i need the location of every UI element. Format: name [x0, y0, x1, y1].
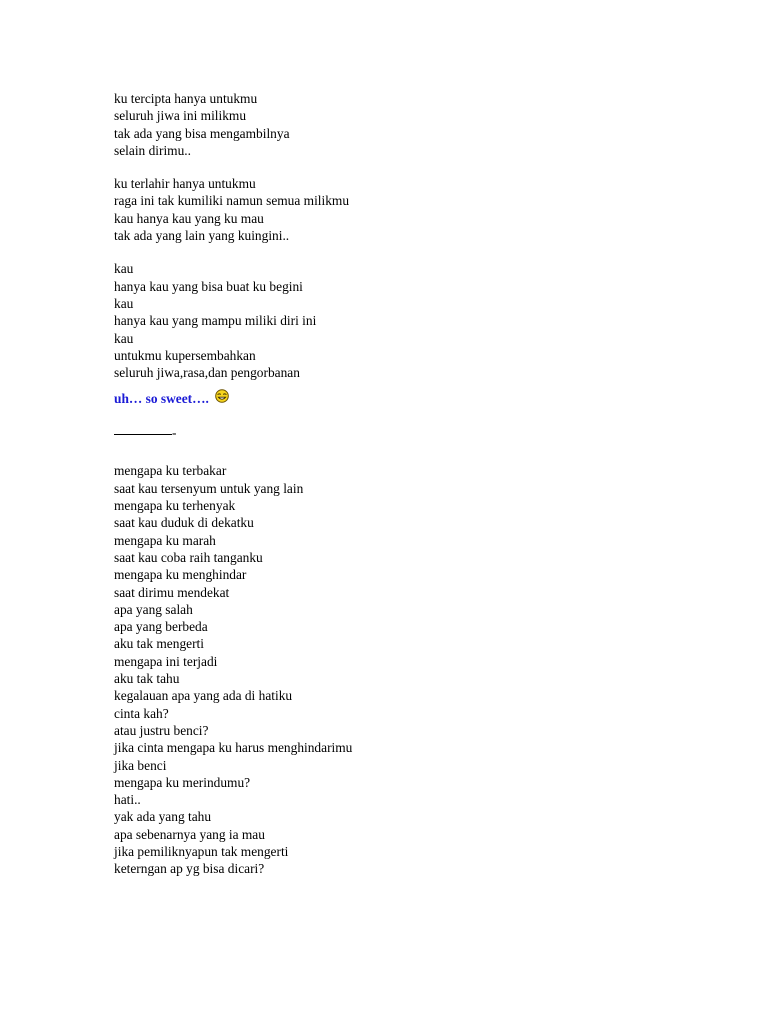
stanza-gap [114, 381, 714, 390]
poem-line: seluruh jiwa,rasa,dan pengorbanan [114, 365, 300, 381]
poem-line: apa yang salah [114, 601, 193, 617]
divider-dash: - [172, 425, 177, 441]
poem-line: mengapa ku marah [114, 532, 216, 548]
poem-line: jika pemiliknyapun tak mengerti [114, 843, 289, 859]
poem-line: aku tak tahu [114, 671, 180, 687]
poem-line: apa sebenarnya yang ia mau [114, 826, 265, 842]
poem-line: tak ada yang bisa mengambilnya [114, 125, 290, 141]
poem-line: kau hanya kau yang ku mau [114, 210, 264, 226]
poem-document [114, 90, 714, 878]
exclamation-line [114, 390, 714, 408]
poem-line: yak ada yang tahu [114, 809, 212, 825]
poem-line: kau [114, 330, 134, 346]
poem-line: ku tercipta hanya untukmu [114, 91, 258, 106]
stanza-gap [114, 159, 714, 175]
section-divider [114, 424, 714, 442]
poem-line: apa yang berbeda [114, 619, 208, 635]
poem-line: cinta kah? [114, 705, 169, 721]
poem-line: mengapa ku menghindar [114, 567, 247, 583]
poem-line: selain dirimu.. [114, 142, 191, 158]
poem-line: raga ini tak kumiliki namun semua milikmu [114, 193, 350, 209]
poem-line: aku tak mengerti [114, 636, 204, 652]
section-gap [114, 408, 714, 424]
divider-rule [114, 434, 172, 435]
poem-line: saat kau coba raih tanganku [114, 549, 263, 565]
poem-line: kegalauan apa yang ada di hatiku [114, 688, 293, 704]
poem-line: jika benci [114, 757, 167, 773]
stanza-1 [114, 90, 714, 159]
exclamation-text: uh… so sweet…. [114, 391, 209, 407]
poem-line: tak ada yang lain yang kuingini.. [114, 228, 290, 244]
poem-line: saat dirimu mendekat [114, 584, 230, 600]
stanza-gap [114, 244, 714, 260]
poem-line: hanya kau yang bisa buat ku begini [114, 278, 303, 294]
poem-line: hanya kau yang mampu miliki diri ini [114, 313, 317, 329]
poem-line: hati.. [114, 792, 141, 808]
poem-line: kau [114, 261, 134, 277]
stanza-3 [114, 260, 714, 381]
poem-line: mengapa ku merindumu? [114, 774, 251, 790]
poem-line: atau justru benci? [114, 722, 209, 738]
stanza-4 [114, 462, 714, 877]
poem-line: saat kau duduk di dekatku [114, 515, 254, 531]
stanza-2 [114, 175, 714, 244]
poem-line: jika cinta mengapa ku harus menghindarimu [114, 740, 353, 756]
poem-line: mengapa ku terhenyak [114, 498, 236, 514]
poem-line: mengapa ini terjadi [114, 653, 218, 669]
poem-line: kau [114, 295, 134, 311]
poem-line: saat kau tersenyum untuk yang lain [114, 480, 304, 496]
poem-line: seluruh jiwa ini milikmu [114, 108, 247, 124]
poem-line: keterngan ap yg bisa dicari? [114, 861, 265, 877]
poem-line: mengapa ku terbakar [114, 463, 227, 479]
poem-line: ku terlahir hanya untukmu [114, 176, 256, 192]
poem-line: untukmu kupersembahkan [114, 347, 256, 363]
stanza-gap [114, 442, 714, 462]
smiley-icon [215, 389, 229, 403]
